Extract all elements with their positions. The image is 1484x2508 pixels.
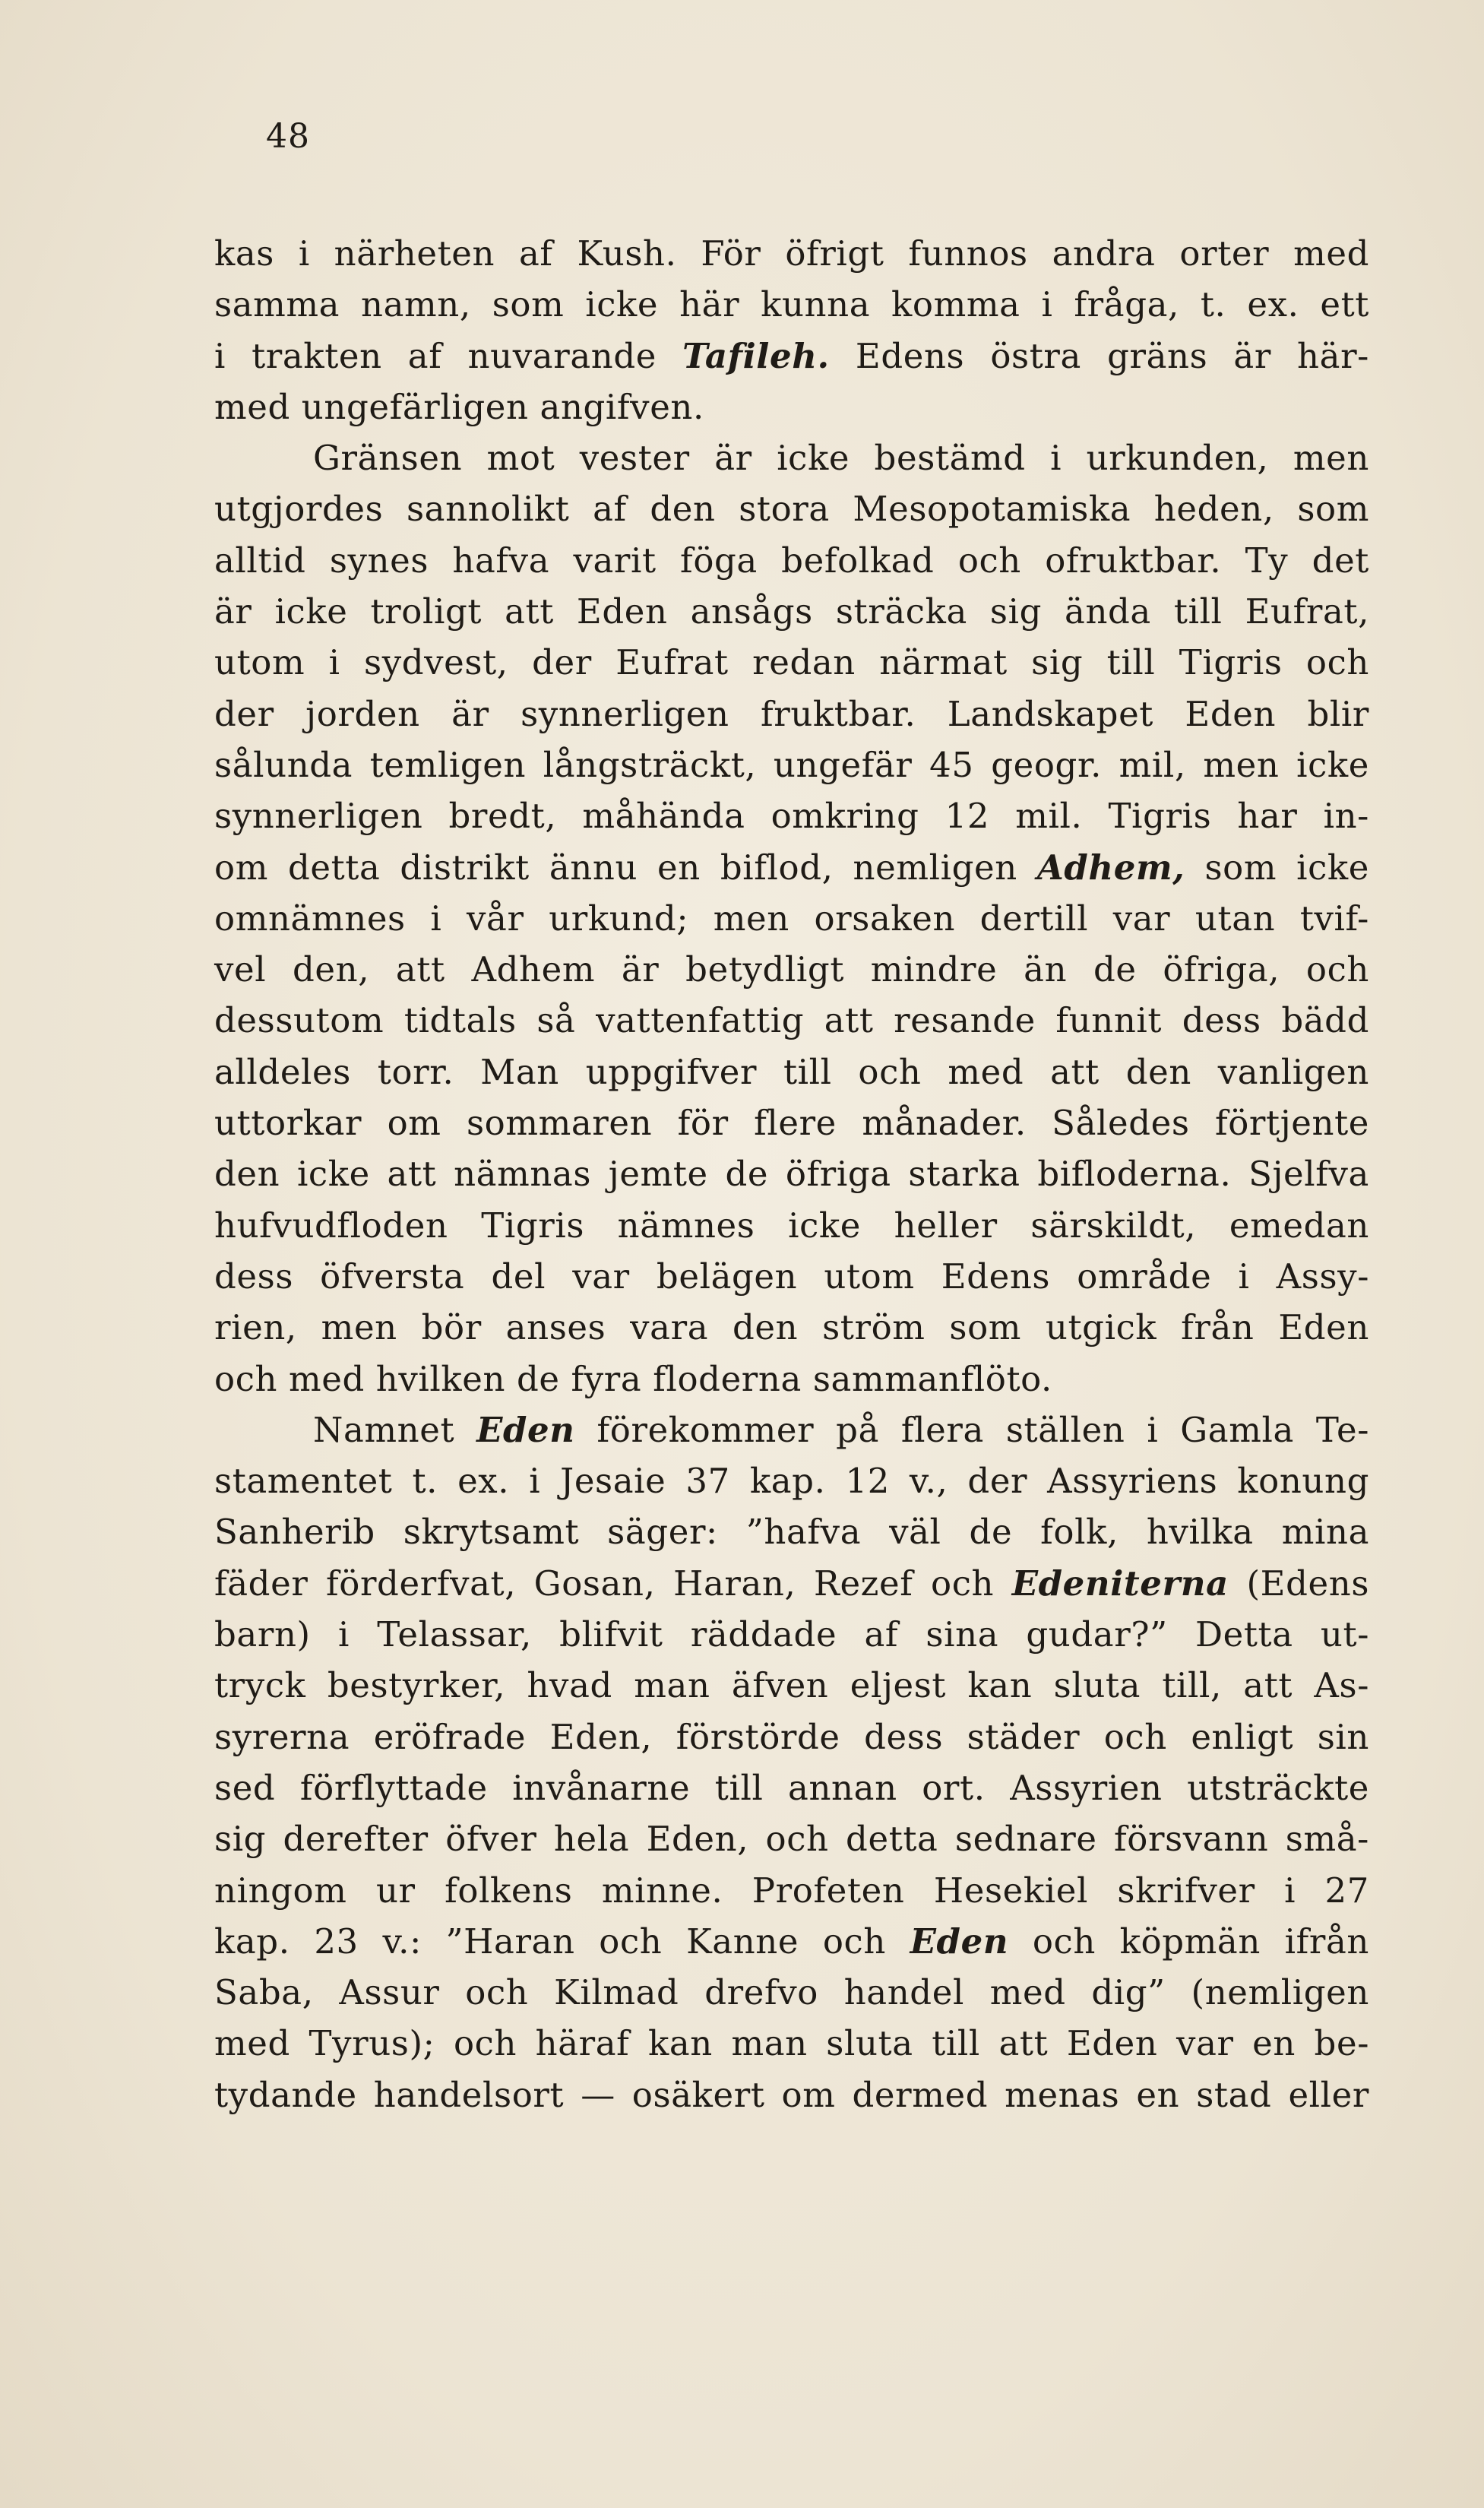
emphasized-term: Eden xyxy=(910,1921,1009,1962)
text-line: dess öfversta del var belägen utom Edens område i Assy- xyxy=(214,1256,1369,1297)
text-line: alltid synes hafva varit föga befolkad och ofruktbar. Ty det xyxy=(214,540,1369,581)
text-line: fäder förderfvat, Gosan, Haran, Rezef och Edeniterna (Edens xyxy=(214,1563,1370,1604)
text-line: omnämnes i vår urkund; men orsaken dertill var utan tvif- xyxy=(214,898,1369,939)
emphasized-term: Eden xyxy=(476,1409,575,1450)
text-line: alldeles torr. Man uppgifver till och med att den vanligen xyxy=(214,1051,1369,1092)
text-line: kap. 23 v.: ”Haran och Kanne och Eden och köpmän ifrån xyxy=(214,1921,1369,1962)
text-line: dessutom tidtals så vattenfattig att resande funnit dess bädd xyxy=(214,1000,1369,1041)
text-line: kas i närheten af Kush. För öfrigt funnos andra orter med xyxy=(214,233,1369,274)
text-line: i trakten af nuvarande Tafileh. Edens östra gräns är här- xyxy=(214,335,1369,376)
text-line: och med hvilken de fyra floderna sammanflöto. xyxy=(214,1358,1052,1399)
text-line: Gränsen mot vester är icke bestämd i urkunden, men xyxy=(313,438,1369,479)
text-line: der jorden är synnerligen fruktbar. Landskapet Eden blir xyxy=(214,693,1369,734)
text-line: ningom ur folkens minne. Profeten Hesekiel skrifver i 27 xyxy=(214,1870,1369,1911)
text-line: syrerna eröfrade Eden, förstörde dess städer och enligt sin xyxy=(214,1716,1369,1757)
text-line: den icke att nämnas jemte de öfriga starka bifloderna. Sjelfva xyxy=(214,1154,1369,1195)
body-text xyxy=(214,228,1369,2120)
text-line: sålunda temligen långsträckt, ungefär 45 geogr. mil, men icke xyxy=(214,744,1369,785)
emphasized-term: Tafileh. xyxy=(682,335,830,376)
text-line: Sanherib skrytsamt säger: ”hafva väl de folk, hvilka mina xyxy=(214,1512,1369,1553)
text-line: barn) i Telassar, blifvit räddade af sina gudar?” Detta ut- xyxy=(214,1614,1369,1655)
text-line: är icke troligt att Eden ansågs sträcka sig ända till Eufrat, xyxy=(214,591,1369,632)
text-line: vel den, att Adhem är betydligt mindre än de öfriga, och xyxy=(214,949,1369,990)
text-line: Namnet Eden förekommer på flera ställen i Gamla Te- xyxy=(313,1409,1369,1450)
text-line: med Tyrus); och häraf kan man sluta till att Eden var en be- xyxy=(214,2023,1369,2064)
text-line: med ungefärligen angifven. xyxy=(214,386,704,427)
text-line: tryck bestyrker, hvad man äfven eljest kan sluta till, att As- xyxy=(214,1665,1369,1706)
text-line: sed förflyttade invånarne till annan ort. Assyrien utsträckte xyxy=(214,1767,1369,1808)
text-line: stamentet t. ex. i Jesaie 37 kap. 12 v., der Assyriens konung xyxy=(214,1461,1369,1502)
text-line: sig derefter öfver hela Eden, och detta sednare försvann små- xyxy=(214,1819,1369,1860)
text-line: uttorkar om sommaren för flere månader. Således förtjente xyxy=(214,1103,1369,1144)
page-number: 48 xyxy=(266,117,310,156)
text-line: synnerligen bredt, måhända omkring 12 mil. Tigris har in- xyxy=(214,796,1369,837)
emphasized-term: Edeniterna xyxy=(1011,1563,1229,1604)
text-line: om detta distrikt ännu en biflod, nemligen Adhem, som icke xyxy=(214,847,1370,888)
text-line: utom i sydvest, der Eufrat redan närmat sig till Tigris och xyxy=(214,642,1369,683)
text-line: utgjordes sannolikt af den stora Mesopotamiska heden, som xyxy=(214,489,1369,530)
emphasized-term: Adhem, xyxy=(1036,847,1185,888)
text-line: hufvudfloden Tigris nämnes icke heller särskildt, emedan xyxy=(214,1205,1369,1246)
text-line: samma namn, som icke här kunna komma i fråga, t. ex. ett xyxy=(214,284,1369,325)
text-line: tydande handelsort — osäkert om dermed menas en stad eller xyxy=(214,2074,1369,2115)
text-line: Saba, Assur och Kilmad drefvo handel med dig” (nemligen xyxy=(214,1972,1369,2013)
text-line: rien, men bör anses vara den ström som utgick från Eden xyxy=(214,1307,1369,1348)
